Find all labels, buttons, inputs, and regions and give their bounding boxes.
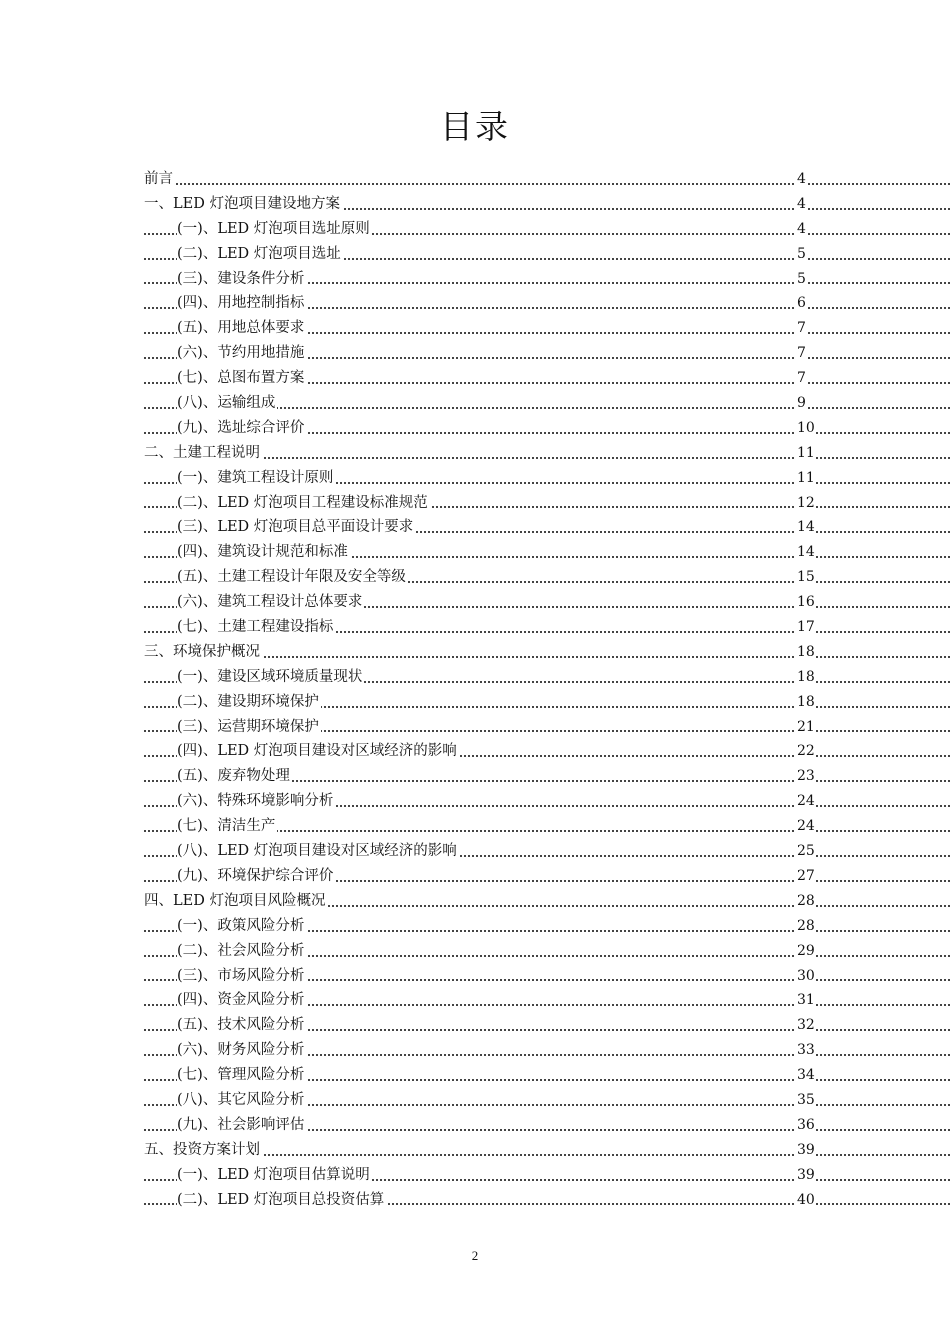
toc-entry-page: 33: [796, 1038, 816, 1063]
toc-entry-title: (一)、政策风险分析: [177, 917, 305, 934]
toc-entry-page: 29: [796, 939, 816, 964]
toc-entry-title: (四)、建筑设计规范和标准: [177, 544, 348, 561]
toc-entry[interactable]: [144, 1138, 950, 1163]
dot-leader: [144, 1154, 950, 1156]
toc-entry-title: (八)、其它风险分析: [177, 1091, 305, 1108]
toc-entry[interactable]: [144, 889, 950, 914]
toc-entry-title: (五)、用地总体要求: [177, 320, 305, 337]
toc-entry[interactable]: [144, 366, 950, 391]
toc-entry-title: (七)、总图布置方案: [177, 370, 305, 387]
toc-entry-title: (九)、社会影响评估: [177, 1116, 305, 1133]
toc-entry[interactable]: [144, 1188, 950, 1213]
toc-entry[interactable]: [144, 441, 950, 466]
toc-entry-page: 23: [796, 764, 816, 789]
toc-entry[interactable]: [144, 988, 950, 1013]
toc-entry[interactable]: [144, 1038, 950, 1063]
toc-entry-page: 15: [796, 565, 816, 590]
toc-entry-page: 7: [796, 341, 807, 366]
toc-entry-title: (一)、建筑工程设计原则: [177, 469, 334, 486]
toc-entry-title: (二)、社会风险分析: [177, 942, 305, 959]
toc-entry-page: 35: [796, 1088, 816, 1113]
toc-entry-title: (九)、环境保护综合评价: [177, 867, 334, 884]
toc-entry[interactable]: [144, 416, 950, 441]
toc-entry[interactable]: [144, 764, 950, 789]
toc-entry-title: 前言: [144, 171, 173, 187]
table-of-contents: [144, 167, 950, 1212]
toc-entry-page: 28: [796, 889, 816, 914]
toc-entry[interactable]: [144, 739, 950, 764]
toc-entry[interactable]: [144, 491, 950, 516]
toc-entry-page: 17: [796, 615, 816, 640]
toc-entry[interactable]: [144, 715, 950, 740]
toc-entry-page: 27: [796, 864, 816, 889]
dot-leader: [144, 457, 950, 459]
toc-entry[interactable]: [144, 192, 950, 217]
toc-entry[interactable]: [144, 914, 950, 939]
toc-entry-page: 21: [796, 715, 816, 740]
toc-entry[interactable]: [144, 1163, 950, 1188]
toc-entry-title: (一)、LED 灯泡项目选址原则: [177, 220, 370, 237]
toc-entry-page: 11: [796, 441, 816, 466]
toc-entry-page: 18: [796, 665, 816, 690]
toc-entry-title: 三、环境保护概况: [144, 643, 260, 660]
toc-entry-page: 34: [796, 1063, 816, 1088]
toc-entry[interactable]: [144, 242, 950, 267]
toc-entry-page: 31: [796, 988, 816, 1013]
toc-entry-page: 14: [796, 515, 816, 540]
toc-entry[interactable]: [144, 391, 950, 416]
toc-entry-page: 24: [796, 814, 816, 839]
toc-entry-title: (五)、技术风险分析: [177, 1017, 305, 1034]
toc-entry-title: (二)、建设期环境保护: [177, 693, 319, 710]
toc-entry-title: (五)、废弃物处理: [177, 768, 290, 785]
toc-entry-title: (六)、建筑工程设计总体要求: [177, 594, 363, 611]
toc-entry[interactable]: [144, 267, 950, 292]
toc-entry-title: (六)、财务风险分析: [177, 1042, 305, 1059]
toc-entry-page: 7: [796, 366, 807, 391]
toc-entry-page: 11: [796, 466, 816, 491]
toc-entry-page: 7: [796, 316, 807, 341]
toc-entry[interactable]: [144, 590, 950, 615]
toc-entry-page: 4: [796, 217, 807, 242]
toc-entry-title: (三)、运营期环境保护: [177, 718, 319, 735]
toc-entry-title: (八)、LED 灯泡项目建设对区域经济的影响: [177, 843, 457, 860]
toc-entry-title: (六)、节约用地措施: [177, 345, 305, 362]
toc-entry[interactable]: [144, 565, 950, 590]
toc-entry-page: 18: [796, 690, 816, 715]
toc-entry[interactable]: [144, 1113, 950, 1138]
toc-entry-title: (六)、特殊环境影响分析: [177, 793, 334, 810]
toc-entry[interactable]: [144, 789, 950, 814]
toc-entry[interactable]: [144, 167, 950, 192]
dot-leader: [144, 656, 950, 658]
page-number: 2: [471, 1248, 479, 1263]
toc-entry-page: 39: [796, 1138, 816, 1163]
toc-entry[interactable]: [144, 615, 950, 640]
toc-entry[interactable]: [144, 964, 950, 989]
toc-entry[interactable]: [144, 515, 950, 540]
toc-entry[interactable]: [144, 939, 950, 964]
toc-entry-page: 22: [796, 739, 816, 764]
toc-entry-title: (四)、LED 灯泡项目建设对区域经济的影响: [177, 743, 457, 760]
toc-entry-page: 9: [796, 391, 807, 416]
toc-entry-title: (三)、市场风险分析: [177, 967, 305, 984]
toc-entry[interactable]: [144, 1013, 950, 1038]
toc-entry[interactable]: [144, 291, 950, 316]
toc-entry[interactable]: [144, 839, 950, 864]
toc-entry-page: 4: [796, 167, 807, 192]
toc-entry-title: (四)、用地控制指标: [177, 295, 305, 312]
toc-entry-page: 6: [796, 291, 807, 316]
toc-entry[interactable]: [144, 540, 950, 565]
toc-entry-page: 32: [796, 1013, 816, 1038]
toc-entry-title: (三)、建设条件分析: [177, 270, 305, 287]
toc-entry-page: 30: [796, 964, 816, 989]
toc-entry-page: 10: [796, 416, 816, 441]
toc-entry-page: 40: [796, 1188, 816, 1213]
toc-entry-title: 四、LED 灯泡项目风险概况: [144, 892, 326, 909]
toc-entry-page: 18: [796, 640, 816, 665]
toc-entry[interactable]: [144, 1088, 950, 1113]
toc-entry-page: 5: [796, 242, 807, 267]
toc-entry-page: 4: [796, 192, 807, 217]
toc-entry[interactable]: [144, 864, 950, 889]
toc-entry-page: 39: [796, 1163, 816, 1188]
toc-entry-title: (二)、LED 灯泡项目选址: [177, 245, 341, 262]
toc-entry-title: (七)、土建工程建设指标: [177, 619, 334, 636]
toc-entry-title: 五、投资方案计划: [144, 1141, 260, 1158]
toc-entry-page: 28: [796, 914, 816, 939]
toc-entry-title: (一)、建设区域环境质量现状: [177, 668, 363, 685]
toc-entry[interactable]: [144, 665, 950, 690]
toc-entry-page: 12: [796, 491, 816, 516]
toc-entry-title: (二)、LED 灯泡项目工程建设标准规范: [177, 494, 428, 511]
dot-leader: [144, 183, 950, 185]
toc-entry[interactable]: [144, 1063, 950, 1088]
toc-entry-title: (七)、清洁生产: [177, 818, 276, 835]
toc-entry-title: (三)、LED 灯泡项目总平面设计要求: [177, 519, 414, 536]
toc-entry-title: 一、LED 灯泡项目建设地方案: [144, 195, 340, 212]
toc-entry-page: 14: [796, 540, 816, 565]
toc-entry-title: (九)、选址综合评价: [177, 419, 305, 436]
toc-entry-page: 24: [796, 789, 816, 814]
toc-entry[interactable]: [144, 814, 950, 839]
toc-entry[interactable]: [144, 341, 950, 366]
toc-entry-title: (二)、LED 灯泡项目总投资估算: [177, 1191, 385, 1208]
toc-entry-title: (四)、资金风险分析: [177, 992, 305, 1009]
toc-entry[interactable]: [144, 217, 950, 242]
toc-entry[interactable]: [144, 316, 950, 341]
toc-entry-page: 5: [796, 267, 807, 292]
toc-entry-page: 25: [796, 839, 816, 864]
toc-entry-title: (五)、土建工程设计年限及安全等级: [177, 569, 406, 586]
toc-entry-page: 16: [796, 590, 816, 615]
toc-entry[interactable]: [144, 690, 950, 715]
page-title: 目录: [440, 107, 510, 146]
toc-entry-title: (七)、管理风险分析: [177, 1067, 305, 1084]
toc-entry[interactable]: [144, 640, 950, 665]
toc-entry-title: (八)、运输组成: [177, 395, 276, 412]
toc-entry-title: (一)、LED 灯泡项目估算说明: [177, 1166, 370, 1183]
toc-entry-title: 二、土建工程说明: [144, 444, 260, 461]
toc-entry-page: 36: [796, 1113, 816, 1138]
toc-entry[interactable]: [144, 466, 950, 491]
